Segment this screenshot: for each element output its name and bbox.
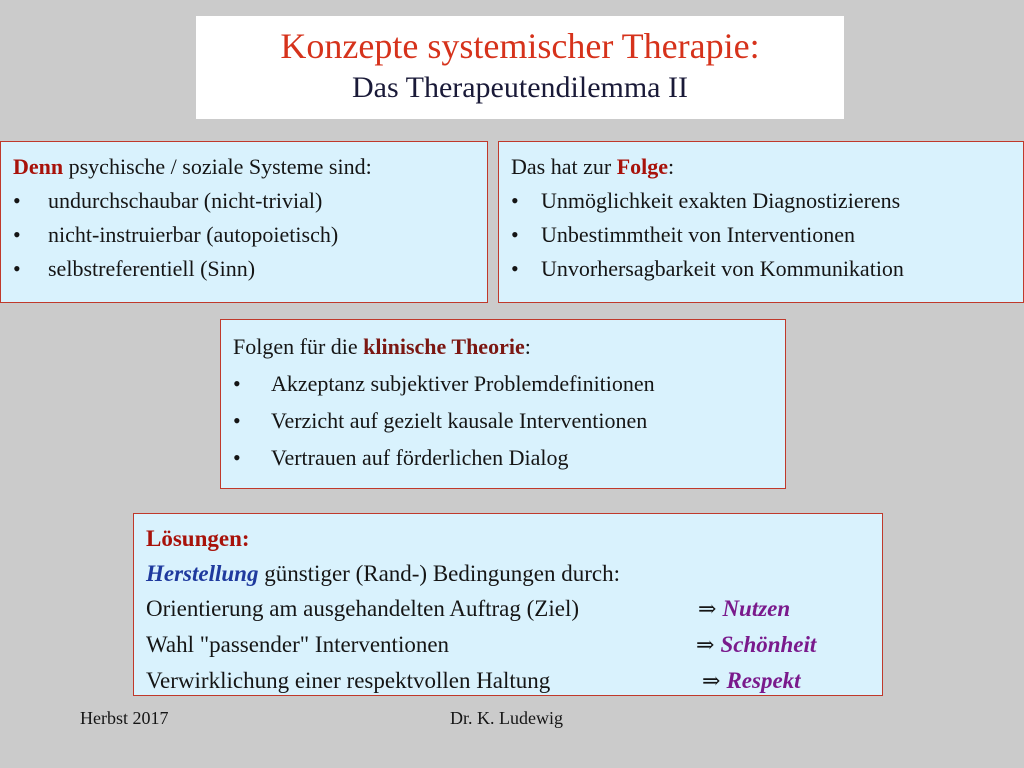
clinical-theory-intro <box>233 328 785 365</box>
intro-emphasis: Denn <box>13 154 64 179</box>
solution-result: Schönheit <box>720 632 817 657</box>
intro-text: Folgen für die <box>233 334 364 359</box>
intro-emphasis: Folge <box>616 154 669 179</box>
intro-colon: : <box>524 334 531 359</box>
solutions-intro <box>146 556 882 591</box>
bullet-icon: • <box>233 408 241 433</box>
list-item-text: Unbestimmtheit von Interventionen <box>541 222 856 247</box>
bullet-icon: • <box>13 188 21 213</box>
list-item <box>13 184 487 218</box>
intro-text: Das hat zur <box>511 154 617 179</box>
footer-date: Herbst 2017 <box>80 708 169 728</box>
list-item <box>233 439 785 476</box>
solution-result: Nutzen <box>722 596 791 621</box>
bullet-icon: • <box>511 188 519 213</box>
consequences-box <box>498 141 1024 303</box>
list-item-text: Verzicht auf gezielt kausale Interventionen <box>271 408 648 433</box>
bullet-icon: • <box>13 222 21 247</box>
bullet-icon: • <box>511 222 519 247</box>
list-item <box>13 218 487 252</box>
footer-author: Dr. K. Ludewig <box>450 708 563 728</box>
title-box <box>196 16 844 119</box>
list-item-text: nicht-instruierbar (autopoietisch) <box>48 222 339 247</box>
list-item-text: Unmöglichkeit exakten Diagnostizierens <box>541 188 901 213</box>
list-item <box>511 252 1023 286</box>
slide-title: Konzepte systemischer Therapie: <box>280 26 760 66</box>
list-item-text: undurchschaubar (nicht-trivial) <box>48 188 323 213</box>
bullet-icon: • <box>13 256 21 281</box>
list-item-text: Unvorhersagbarkeit von Kommunikation <box>541 256 904 281</box>
intro-colon: : <box>668 154 675 179</box>
solutions-box <box>133 513 883 696</box>
solution-text: Wahl "passender" Interventionen <box>146 632 450 657</box>
list-item <box>511 218 1023 252</box>
bullet-icon: • <box>233 445 241 470</box>
intro-text: psychische / soziale Systeme sind: <box>63 154 372 179</box>
implies-arrow-icon: ⇒ <box>698 597 717 622</box>
list-item <box>233 365 785 402</box>
solution-row <box>146 591 882 627</box>
solutions-heading: Lösungen: <box>146 526 250 551</box>
solution-result: Respekt <box>726 668 801 693</box>
list-item <box>13 252 487 286</box>
list-item <box>233 402 785 439</box>
intro-emphasis: Herstellung <box>146 561 259 586</box>
systems-box <box>0 141 488 303</box>
solution-text: Orientierung am ausgehandelten Auftrag (Ziel) <box>146 596 580 621</box>
bullet-icon: • <box>511 256 519 281</box>
implies-arrow-icon: ⇒ <box>696 633 715 658</box>
intro-emphasis: klinische Theorie <box>363 334 525 359</box>
list-item-text: Vertrauen auf förderlichen Dialog <box>271 445 569 470</box>
list-item <box>511 184 1023 218</box>
solution-row <box>146 627 882 663</box>
systems-intro <box>13 150 487 184</box>
consequences-intro <box>511 150 1023 184</box>
list-item-text: Akzeptanz subjektiver Problemdefinitionen <box>271 371 655 396</box>
bullet-icon: • <box>233 371 241 396</box>
list-item-text: selbstreferentiell (Sinn) <box>48 256 256 281</box>
solution-row <box>146 663 882 699</box>
solution-text: Verwirklichung einer respektvollen Haltung <box>146 668 551 693</box>
clinical-theory-box <box>220 319 786 489</box>
intro-text: günstiger (Rand-) Bedingungen durch: <box>258 561 620 586</box>
slide-subtitle: Das Therapeutendilemma II <box>352 71 688 104</box>
implies-arrow-icon: ⇒ <box>702 669 721 694</box>
